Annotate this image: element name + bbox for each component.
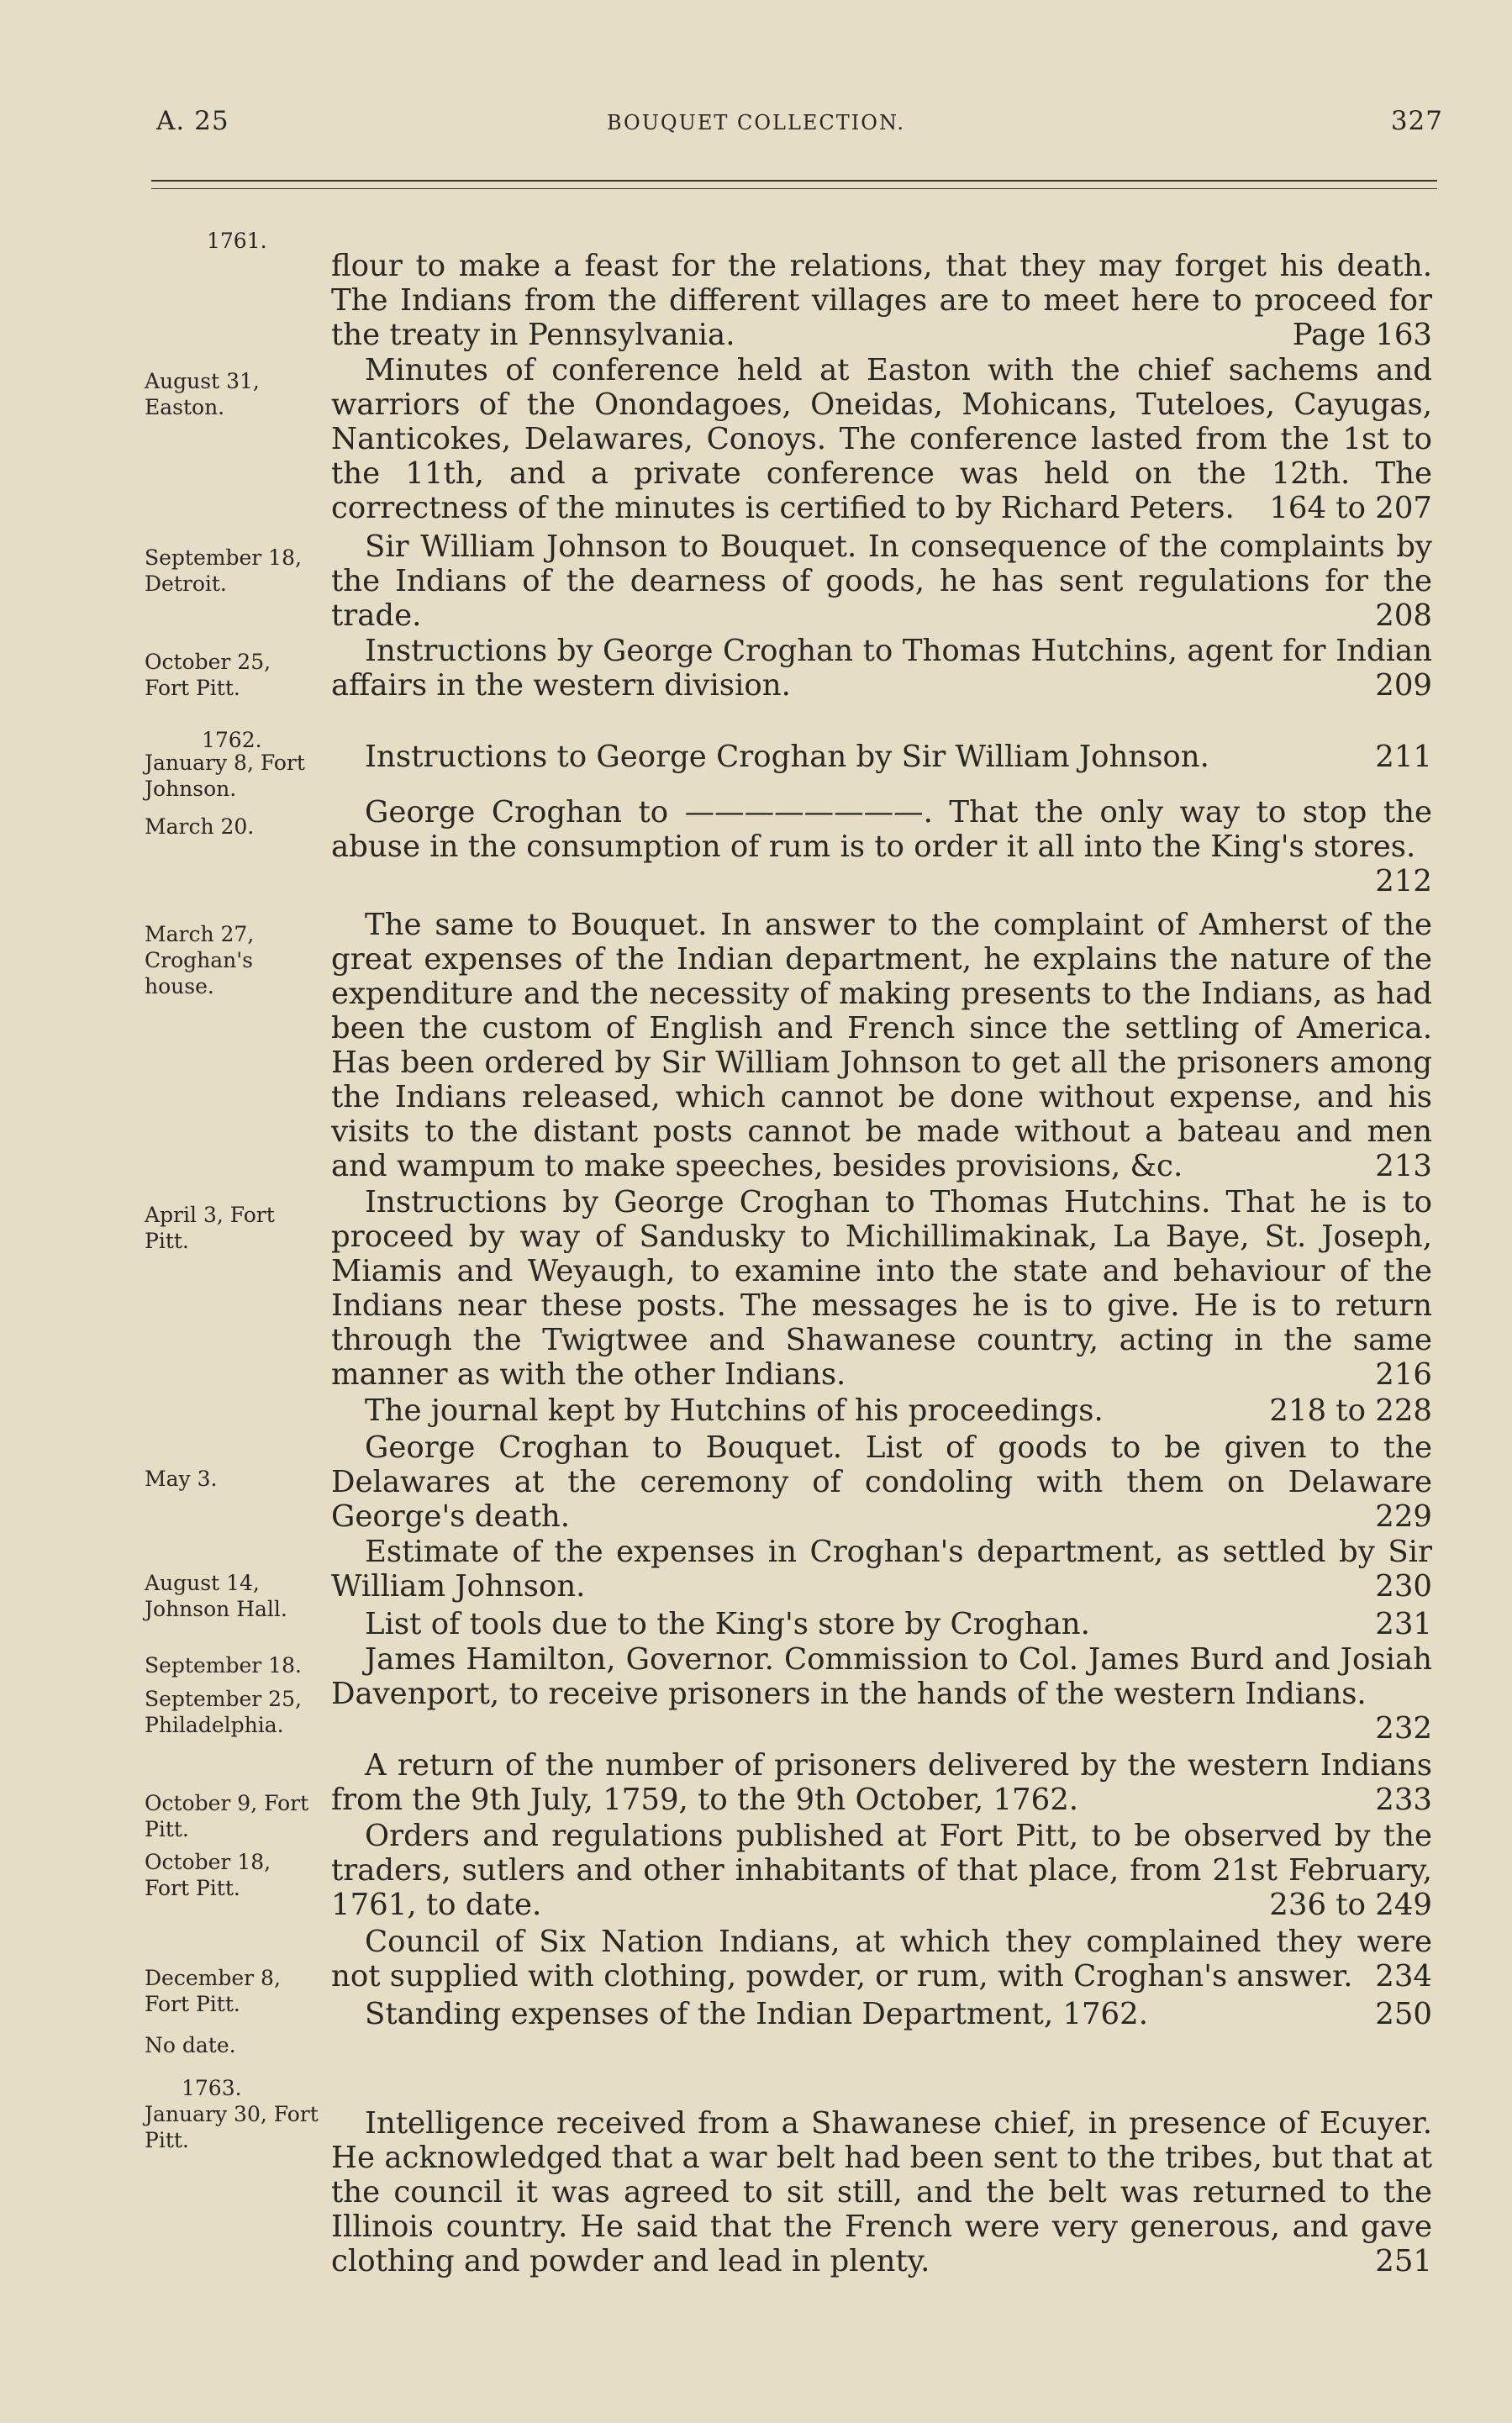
calendar-entry (331, 1748, 1432, 1817)
header-volume: A. 25 (156, 106, 229, 136)
entry-text: Instructions to George Croghan by Sir William Johnson. (365, 740, 1209, 774)
entry-text: The journal kept by Hutchins of his proceedings. (365, 1393, 1104, 1428)
entry-text: Sir William Johnson to Bouquet. In consequence of the complaints by the Indians of the dearness of goods, he has sent regulations for the trade. (331, 529, 1432, 633)
year-1761: 1761. (207, 229, 267, 253)
calendar-entry (331, 2106, 1432, 2278)
page-reference: 209 (1375, 668, 1432, 703)
entry-date: March 20. (145, 814, 255, 839)
calendar-entry (331, 1997, 1432, 2031)
page-reference: 208 (1375, 598, 1432, 633)
header-title: BOUQUET COLLECTION. (606, 111, 906, 134)
entry-text: James Hamilton, Governor. Commission to Col. James Burd and Josiah Davenport, to receive prisoners in the hands of the western Indians. (331, 1642, 1432, 1711)
year-1763: 1763. (182, 2076, 242, 2100)
calendar-entry (331, 353, 1432, 525)
entry-text: flour to make a feast for the relations, that they may forget his death. The Indians from the different villages are to meet here to proceed for the treaty in Pennsylvania. (331, 249, 1432, 352)
entry-date: October 18, Fort Pitt. (145, 1850, 271, 1900)
entry-text: Instructions by George Croghan to Thomas Hutchins, agent for Indian affairs in the western division. (331, 634, 1432, 703)
calendar-entry (331, 1393, 1432, 1428)
header-rule (151, 180, 1437, 182)
calendar-entry (331, 1642, 1432, 1746)
entry-date: October 9, Fort Pitt. (145, 1791, 309, 1841)
calendar-entry (331, 1535, 1432, 1604)
entry-date: September 25, Philadelphia. (145, 1687, 302, 1737)
entry-date: January 8, Fort Johnson. (145, 751, 305, 801)
calendar-entry (331, 795, 1432, 898)
page-reference: 211 (1375, 740, 1432, 774)
page-reference: 164 to 207 (1269, 491, 1432, 525)
page-reference: 230 (1375, 1569, 1432, 1604)
page-reference: 212 (1375, 864, 1432, 898)
entry-date: August 31, Easton. (145, 369, 260, 419)
entry-text: A return of the number of prisoners delivered by the western Indians from the 9th July, 1759, to the 9th October, 1762. (331, 1748, 1432, 1817)
entry-date: March 27, Croghan's house. (145, 922, 255, 998)
calendar-entry (331, 249, 1432, 352)
entry-text: List of tools due to the King's store by Croghan. (365, 1607, 1090, 1641)
page-reference: 236 to 249 (1269, 1888, 1432, 1922)
entry-date: October 25, Fort Pitt. (145, 650, 271, 700)
page-reference: 231 (1375, 1607, 1432, 1641)
entry-text: George Croghan to ————————. That the only way to stop the abuse in the consumption of rum is to order it all into the King's stores. (331, 795, 1432, 864)
entry-date: May 3. (145, 1467, 218, 1491)
calendar-entry (331, 908, 1432, 1183)
entry-text: George Croghan to Bouquet. List of goods to be given to the Delawares at the ceremony of condoling with them on Delaware George's death. (331, 1430, 1432, 1534)
entry-text: Instructions by George Croghan to Thomas Hutchins. That he is to proceed by way of Sandusky to Michillimakinak, La Baye, St. Joseph, Miamis and Weyaugh, to examine into the state and behaviour of the Indians near these posts. The messages he is to give. He is to return through the Twigtwee and Shawanese country, acting in the same manner as with the other Indians. (331, 1185, 1432, 1392)
entry-text: Estimate of the expenses in Croghan's department, as settled by Sir William Johnson. (331, 1535, 1432, 1604)
entry-date: September 18. (145, 1653, 302, 1678)
calendar-entry (331, 529, 1432, 633)
page-reference: 232 (1375, 1711, 1432, 1746)
page-reference: 251 (1375, 2244, 1432, 2278)
header-rule-thin (151, 188, 1437, 189)
entry-text: Intelligence received from a Shawanese chief, in presence of Ecuyer. He acknowledged that a war belt had been sent to the tribes, but that at the council it was agreed to sit still, and the belt was returned to the Illinois country. He said that the French were very generous, and gave clothing and powder and lead in plenty. (331, 2106, 1432, 2278)
page-number: 327 (1390, 106, 1443, 136)
page-reference: Page 163 (1292, 318, 1432, 352)
page-reference: 216 (1375, 1357, 1432, 1392)
entry-text: Minutes of conference held at Easton with the chief sachems and warriors of the Onondagoes, Oneidas, Mohicans, Tuteloes, Cayugas, Nanticokes, Delawares, Conoys. The conference lasted from the 1st to the 11th, and a private conference was held on the 12th. The correctness of the minutes is certified to by Richard Peters. (331, 353, 1432, 525)
entry-date: April 3, Fort Pitt. (145, 1203, 275, 1253)
page-reference: 218 to 228 (1269, 1393, 1432, 1428)
calendar-entry (331, 1607, 1432, 1641)
entry-text: Standing expenses of the Indian Department, 1762. (365, 1997, 1149, 2031)
entry-date: August 14, Johnson Hall. (145, 1571, 287, 1621)
page-reference: 234 (1375, 1959, 1432, 1994)
page-reference: 229 (1375, 1499, 1432, 1534)
page-reference: 233 (1375, 1783, 1432, 1817)
entry-date: December 8, Fort Pitt. (145, 1966, 281, 2016)
entry-date: September 18, Detroit. (145, 545, 302, 596)
entry-date: January 30, Fort Pitt. (145, 2102, 319, 2152)
entry-text: Council of Six Nation Indians, at which they complained they were not supplied with clothing, powder, or rum, with Croghan's answer. (331, 1925, 1432, 1994)
calendar-entry (331, 1925, 1432, 1994)
calendar-entry (331, 634, 1432, 703)
entry-date: No date. (145, 2033, 236, 2057)
calendar-entry (331, 740, 1432, 774)
page-reference: 250 (1375, 1997, 1432, 2031)
entry-text: Orders and regulations published at Fort Pitt, to be observed by the traders, sutlers and other inhabitants of that place, from 21st February, 1761, to date. (331, 1819, 1432, 1922)
year-1762: 1762. (202, 728, 262, 752)
calendar-entry (331, 1819, 1432, 1922)
entry-text: The same to Bouquet. In answer to the complaint of Amherst of the great expenses of the Indian department, he explains the nature of the expenditure and the necessity of making presents to the Indians, as had been the custom of English and French since the settling of America. Has been ordered by Sir William Johnson to get all the prisoners among the Indians released, which cannot be done without expense, and his visits to the distant posts cannot be made without a bateau and men and wampum to make speeches, besides provisions, &c. (331, 908, 1432, 1183)
calendar-entry (331, 1185, 1432, 1392)
page-reference: 213 (1375, 1149, 1432, 1183)
calendar-entry (331, 1430, 1432, 1534)
